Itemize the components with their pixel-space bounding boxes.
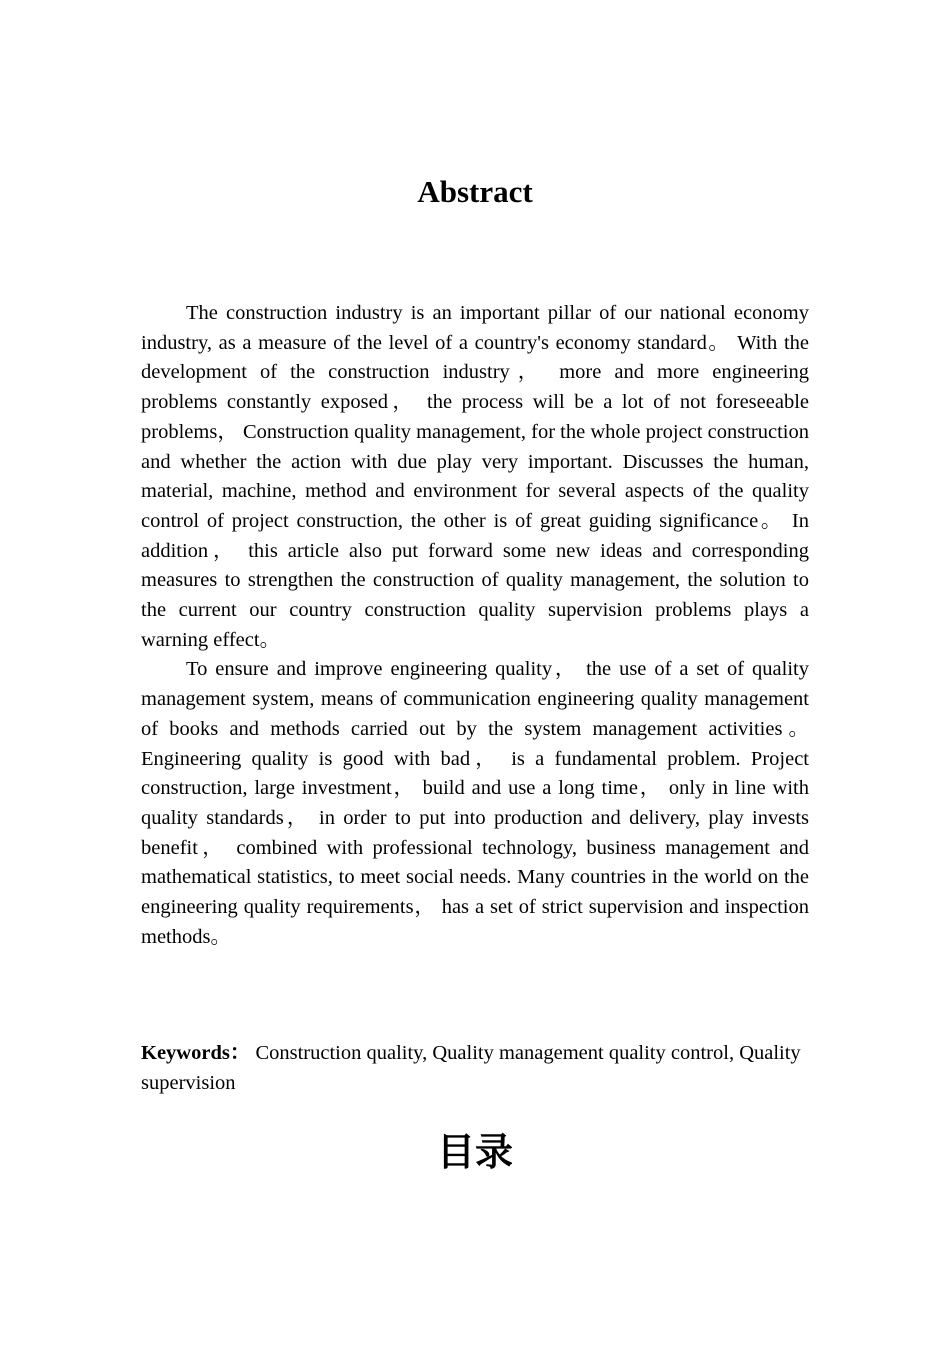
table-of-contents-title: 目录: [436, 1130, 513, 1174]
keywords-text: Construction quality, Quality management quality control, Quality supervision: [141, 1042, 801, 1094]
abstract-paragraph-2: To ensure and improve engineering quality， the use of a set of quality management system, means of communication engineering quality management of books and methods carried out by the system management activities。 Engineering quality is good with bad， is a fundamental problem. Project construction, large investment， build and use a long time， only in line with quality standards， in order to put into production and delivery, play invests benefit， combined with professional technology, business management and mathematical statistics, to meet social needs. Many countries in the world on the engineering quality requirements， has a set of strict supervision and inspection methods。: [141, 658, 809, 948]
keywords-line: [141, 1039, 809, 1098]
keywords-label: Keywords：: [141, 1042, 251, 1064]
abstract-title: Abstract: [417, 174, 533, 209]
abstract-paragraph-1: The construction industry is an important pillar of our national economy industry, as a measure of the level of a country's economy standard。 With the development of the construction industry， more and more engineering problems constantly exposed， the process will be a lot of not foreseeable problems， Construction quality management, for the whole project construction and whether the action with due play very important. Discusses the human, material, machine, method and environment for several aspects of the quality control of project construction, the other is of great guiding significance。 In addition， this article also put forward some new ideas and corresponding measures to strengthen the construction of quality management, the solution to the current our country construction quality supervision problems plays a warning effect。: [141, 302, 809, 651]
abstract-body: [141, 299, 809, 952]
